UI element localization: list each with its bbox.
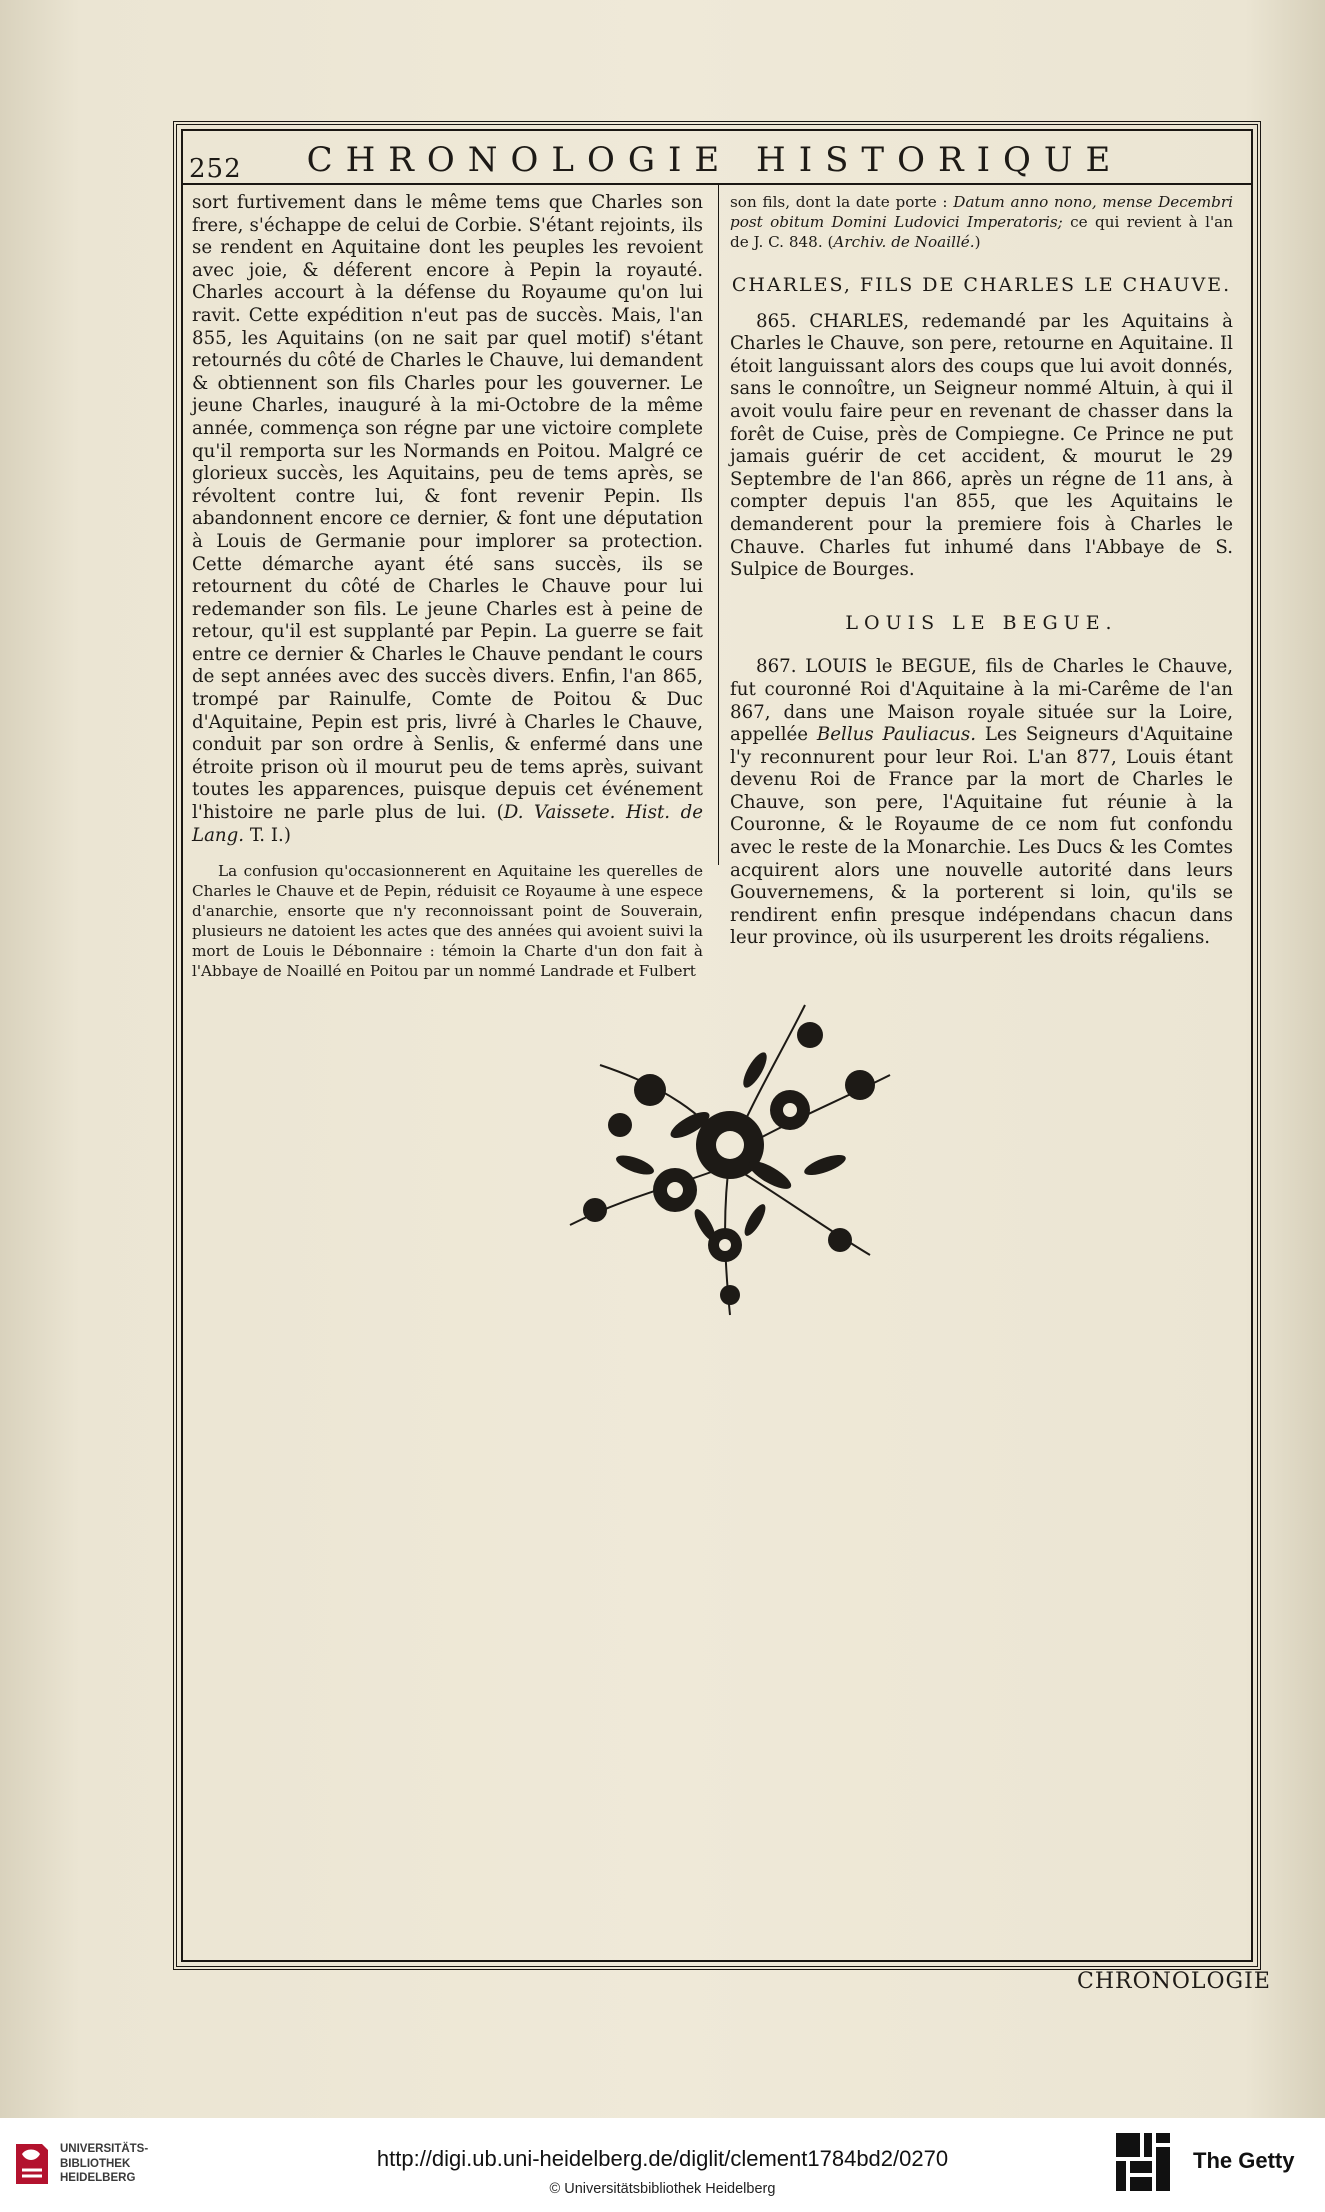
section-heading-louis: LOUIS LE BEGUE. xyxy=(845,611,1118,634)
getty-name: The Getty xyxy=(1193,2148,1295,2173)
column-divider xyxy=(718,185,719,865)
left-paragraph-1 xyxy=(192,192,703,847)
catchword: CHRONOLOGIE xyxy=(1077,1969,1271,1994)
running-title: CHRONOLOGIE HISTORIQUE xyxy=(306,140,1124,180)
continuation-end: ce qui revient à l'an de J. C. 848. ( xyxy=(730,213,1233,251)
right-column xyxy=(730,192,1233,950)
page-header xyxy=(185,140,1245,182)
permalink-url[interactable]: http://digi.ub.uni-heidelberg.de/diglit/clement1784bd2/0270 xyxy=(376,2146,949,2171)
library-logo-line-1: UNIVERSITÄTS- xyxy=(60,2143,149,2155)
header-rule xyxy=(181,183,1253,185)
left-paragraph-1-text: sort furtivement dans le même tems que Charles son frere, s'échappe de celui de Corbie. S'étant rejoints, ils se rendent en Aquitaine dont les peuples les revoient avec joie, & déferent encore à Pepin la royauté. Charles accourt à la défense du Royaume qu'on lui ravit. Cette expédition n'eut pas de succès. Mais, l'an 855, les Aquitains (on ne sait par quel motif) s'étant retournés du côté de Charles le Chauve, lui demandent & obtiennent son fils Charles pour les gouverner. Le jeune Charles, inauguré à la mi-Octobre de la même année, commença son régne par une victoire complete qu'il remporta sur les Normands en Poitou. Malgré ce glorieux succès, les Aquitains, peu de tems après, se révoltent contre lui, & font revenir Pepin. Ils abandonnent encore ce dernier, & font une députation à Louis de Germanie pour implorer sa protection. Cette démarche ayant été sans succès, ils se retournent du côté de Charles le Chauve pour lui redemander son fils. Le jeune Charles est à peine de retour, qu'il est supplanté par Pepin. La guerre se fait entre ce dernier & Charles le Chauve pendant le cours de sept années avec des succès divers. Enfin, l'an 865, trompé par Rainulfe, Comte de Poitou & Duc d'Aquitaine, Pepin est pris, livré à Charles le Chauve, conduit par son ordre à Senlis, & enfermé dans une étroite prison où il mourut peu de tems après, suivant toutes les apparences, puisque depuis cet événement l'histoire ne parle plus de lui. ( xyxy=(192,192,703,824)
place-name-bellus-pauliacus: Bellus Pauliacus. xyxy=(816,724,977,746)
section-heading-charles: CHARLES, FILS DE CHARLES LE CHAUVE. xyxy=(731,274,1232,296)
library-logo-line-3: HEIDELBERG xyxy=(60,2172,136,2184)
page-number: 252 xyxy=(189,154,242,184)
copyright-notice: © Universitätsbibliothek Heidelberg xyxy=(549,2181,776,2197)
section-text-louis xyxy=(730,656,1233,950)
library-logo-line-2: BIBLIOTHEK xyxy=(60,2157,131,2170)
floral-vignette xyxy=(540,995,920,1325)
citation-vaissete-tail: T. I.) xyxy=(244,824,291,846)
continuation-start: son fils, dont la date porte : xyxy=(730,193,954,211)
viewer-footer xyxy=(0,2118,1325,2212)
left-paragraph-2: La confusion qu'occasionnerent en Aquitaine les querelles de Charles le Chauve et de Pepin, réduisit ce Royaume à une espece d'anarchie, ensorte que n'y reconnoissant point de Souverain, plusieurs ne datoient les actes que des années qui avoient suivi la mort de Louis le Débonnaire : témoin la Charte d'un don fait à l'Abbaye de Noaillé en Poitou par un nommé Landrade et Fulbert xyxy=(192,862,703,981)
continuation-quote: Datum anno nono, mense Decembri post obitum Domini Ludovici Imperatoris; xyxy=(730,193,1233,231)
continuation-close: ) xyxy=(974,233,981,251)
right-continuation xyxy=(730,192,1233,252)
left-column xyxy=(192,192,703,981)
section-text-louis-a: 867. LOUIS le BEGUE, fils de Charles le Chauve, fut couronné Roi d'Aquitaine à la mi-Carême de l'an 867, dans une Maison royale située sur la Loire, appellée xyxy=(730,656,1233,746)
section-text-louis-b: Les Seigneurs d'Aquitaine l'y reconnurent pour leur Roi. L'an 877, Louis étant devenu Roi de France par la mort de Charles le Chauve, son pere, l'Aquitaine fut réunie à la Couronne, & le Royaume de ce nom fut confondu avec le reste de la Monarchie. Les Ducs & les Comtes acquirent alors une nouvelle autorité dans leurs Gouvernemens, & la porterent si loin, qu'ils se rendirent enfin presque indépendans chacun dans leur province, où ils usurperent les droits régaliens. xyxy=(730,724,1233,949)
continuation-citation: Archiv. de Noaillé. xyxy=(833,233,975,251)
citation-vaissete: D. Vaissete. Hist. de Lang. xyxy=(192,802,703,846)
getty-logo-icon[interactable] xyxy=(1114,2131,1172,2195)
section-text-charles: 865. CHARLES, redemandé par les Aquitains à Charles le Chauve, son pere, retourne en Aquitaine. Il étoit languissant alors des coups que lui avoit donnés, sans le connoître, un Seigneur nommé Altuin, à qui il avoit voulu faire peur en revenant de chasser dans la forêt de Cuise, près de Compiegne. Ce Prince ne put jamais guérir de cet accident, & mourut le 29 Septembre de l'an 866, après un régne de 11 ans, à compter depuis l'an 855, que les Aquitains le demanderent pour la premiere fois à Charles le Chauve. Charles fut inhumé dans l'Abbaye de S. Sulpice de Bourges. xyxy=(730,310,1233,581)
